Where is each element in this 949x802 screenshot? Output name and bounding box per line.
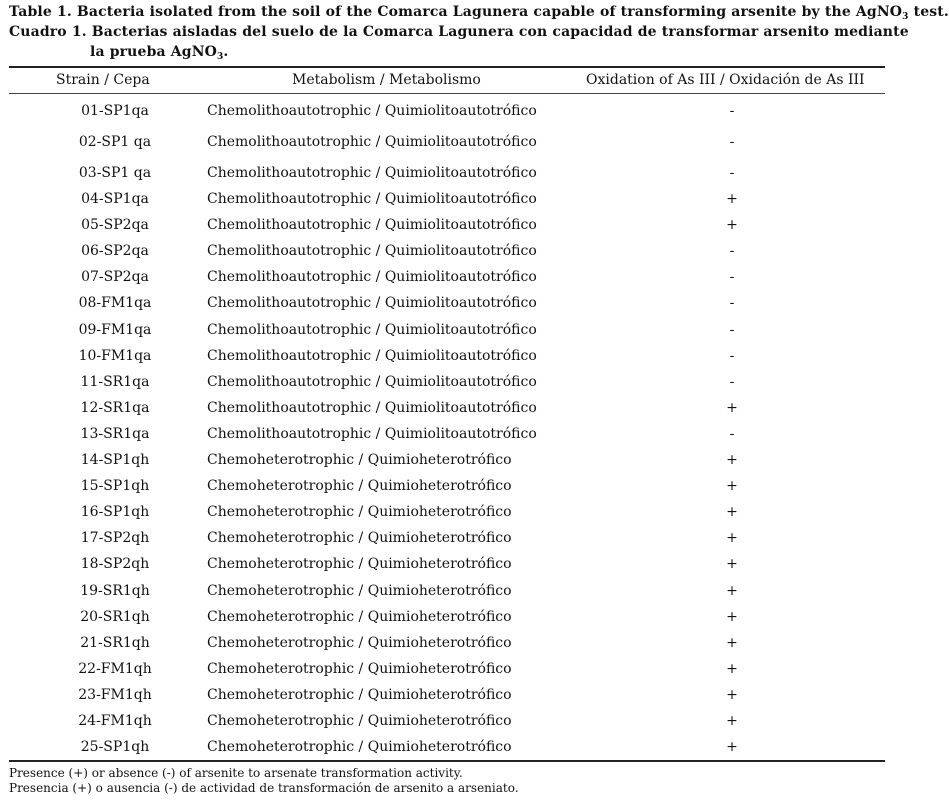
strain-cell: 22-FM1qh <box>78 660 152 677</box>
oxidation-cell: + <box>726 556 738 573</box>
metabolism-cell: Chemoheterotrophic / Quimioheterotrófico <box>207 556 512 573</box>
oxidation-cell: + <box>726 399 738 416</box>
metabolism-cell: Chemolithoautotrophic / Quimiolitoautotrófico <box>207 425 537 442</box>
strain-cell: 15-SP1qh <box>80 478 150 495</box>
strain-cell: 13-SR1qa <box>80 425 150 442</box>
metabolism-cell: Chemolithoautotrophic / Quimiolitoautotrófico <box>207 373 537 390</box>
table-row <box>0 604 896 630</box>
metabolism-cell: Chemolithoautotrophic / Quimiolitoautotrófico <box>207 217 537 234</box>
oxidation-cell: + <box>726 504 738 521</box>
metabolism-cell: Chemolithoautotrophic / Quimiolitoautotrófico <box>207 103 537 119</box>
oxidation-cell: - <box>729 295 735 312</box>
oxidation-cell: - <box>729 373 735 390</box>
caption-english-subscript: 3 <box>902 12 909 22</box>
caption-english-end: test. <box>908 4 949 20</box>
oxidation-cell: - <box>729 165 735 181</box>
metabolism-cell: Chemoheterotrophic / Quimioheterotrófico <box>207 660 512 677</box>
strain-cell: 05-SP2qa <box>81 217 149 234</box>
strain-cell: 20-SR1qh <box>80 608 150 625</box>
strain-cell: 17-SP2qh <box>80 530 150 547</box>
oxidation-cell: + <box>726 530 738 547</box>
oxidation-cell: + <box>726 660 738 677</box>
table-row <box>0 682 896 708</box>
caption-spanish-end: . <box>223 44 229 60</box>
metabolism-cell: Chemolithoautotrophic / Quimiolitoautotrófico <box>207 191 537 207</box>
metabolism-cell: Chemolithoautotrophic / Quimiolitoautotrófico <box>207 321 537 338</box>
strain-cell: 01-SP1qa <box>81 103 149 119</box>
table-row <box>0 186 896 212</box>
table-bottom-rule <box>9 760 885 762</box>
table-row <box>0 499 896 525</box>
table-row <box>0 369 896 395</box>
footnote-spanish: Presencia (+) o ausencia (-) de actividad de transformación de arsenito a arseniato. <box>9 781 519 795</box>
strain-cell: 06-SP2qa <box>81 243 149 260</box>
oxidation-cell: + <box>726 582 738 599</box>
metabolism-cell: Chemoheterotrophic / Quimioheterotrófico <box>207 713 512 729</box>
metabolism-cell: Chemolithoautotrophic / Quimiolitoautotrófico <box>207 399 537 416</box>
oxidation-cell: - <box>729 347 735 364</box>
metabolism-cell: Chemolithoautotrophic / Quimiolitoautotrófico <box>207 134 537 150</box>
footnote-english: Presence (+) or absence (-) of arsenite to arsenate transformation activity. <box>9 766 463 780</box>
table-row <box>0 421 896 447</box>
header-rule <box>9 93 885 94</box>
table-row <box>0 212 896 238</box>
caption-english <box>9 2 949 22</box>
strain-cell: 09-FM1qa <box>78 321 152 338</box>
table-row <box>0 343 896 369</box>
metabolism-cell: Chemolithoautotrophic / Quimiolitoautotrófico <box>207 347 537 364</box>
table-row <box>0 129 896 155</box>
strain-cell: 04-SP1qa <box>81 191 149 207</box>
metabolism-cell: Chemolithoautotrophic / Quimiolitoautotrófico <box>207 165 537 181</box>
table-caption <box>9 2 949 62</box>
table-row <box>0 630 896 656</box>
metabolism-cell: Chemolithoautotrophic / Quimiolitoautotrófico <box>207 243 537 260</box>
table-row <box>0 525 896 551</box>
strain-cell: 24-FM1qh <box>78 713 152 729</box>
metabolism-cell: Chemolithoautotrophic / Quimiolitoautotrófico <box>207 269 537 286</box>
strain-cell: 08-FM1qa <box>78 295 152 312</box>
caption-english-text: Table 1. Bacteria isolated from the soil of the Comarca Lagunera capable of transforming arsenite by the AgNO <box>9 4 903 20</box>
table-row <box>0 264 896 290</box>
caption-spanish: Cuadro 1. Bacterias aisladas del suelo de la Comarca Lagunera con capacidad de transformar arsenito mediante <box>9 24 909 40</box>
caption-spanish-continued <box>9 42 889 62</box>
header-metabolism: Metabolism / Metabolismo <box>292 72 481 88</box>
strain-cell: 10-FM1qa <box>78 347 152 364</box>
oxidation-cell: + <box>726 608 738 625</box>
oxidation-cell: - <box>729 134 735 150</box>
table-row <box>0 656 896 682</box>
strain-cell: 23-FM1qh <box>78 686 152 703</box>
metabolism-cell: Chemoheterotrophic / Quimioheterotrófico <box>207 739 512 756</box>
oxidation-cell: + <box>726 634 738 651</box>
strain-cell: 18-SP2qh <box>80 556 150 573</box>
table-row <box>0 98 896 124</box>
strain-cell: 16-SP1qh <box>80 504 150 521</box>
strain-cell: 12-SR1qa <box>80 399 150 416</box>
oxidation-cell: + <box>726 191 738 207</box>
metabolism-cell: Chemoheterotrophic / Quimioheterotrófico <box>207 452 512 468</box>
oxidation-cell: + <box>726 452 738 468</box>
oxidation-cell: + <box>726 713 738 729</box>
table-row <box>0 395 896 421</box>
strain-cell: 25-SP1qh <box>80 739 150 756</box>
oxidation-cell: + <box>726 686 738 703</box>
table-row <box>0 551 896 577</box>
strain-cell: 02-SP1 qa <box>78 134 152 150</box>
metabolism-cell: Chemoheterotrophic / Quimioheterotrófico <box>207 582 512 599</box>
table-row <box>0 317 896 343</box>
oxidation-cell: - <box>729 425 735 442</box>
table-row <box>0 708 896 734</box>
oxidation-cell: - <box>729 243 735 260</box>
strain-cell: 07-SP2qa <box>81 269 149 286</box>
oxidation-cell: + <box>726 739 738 756</box>
strain-cell: 11-SR1qa <box>80 373 150 390</box>
table-row <box>0 160 896 186</box>
metabolism-cell: Chemolithoautotrophic / Quimiolitoautotrófico <box>207 295 537 312</box>
metabolism-cell: Chemoheterotrophic / Quimioheterotrófico <box>207 686 512 703</box>
metabolism-cell: Chemoheterotrophic / Quimioheterotrófico <box>207 530 512 547</box>
metabolism-cell: Chemoheterotrophic / Quimioheterotrófico <box>207 504 512 521</box>
oxidation-cell: - <box>729 103 735 119</box>
table-row <box>0 578 896 604</box>
header-strain: Strain / Cepa <box>56 72 150 88</box>
metabolism-cell: Chemoheterotrophic / Quimioheterotrófico <box>207 634 512 651</box>
strain-cell: 03-SP1 qa <box>78 165 152 181</box>
oxidation-cell: + <box>726 217 738 234</box>
oxidation-cell: + <box>726 478 738 495</box>
metabolism-cell: Chemoheterotrophic / Quimioheterotrófico <box>207 608 512 625</box>
table-row <box>0 290 896 316</box>
table-row <box>0 734 896 760</box>
table-row <box>0 473 896 499</box>
table-top-rule <box>9 66 885 68</box>
oxidation-cell: - <box>729 321 735 338</box>
metabolism-cell: Chemoheterotrophic / Quimioheterotrófico <box>207 478 512 495</box>
caption-spanish-subscript: 3 <box>217 52 224 62</box>
table-row <box>0 238 896 264</box>
oxidation-cell: - <box>729 269 735 286</box>
strain-cell: 19-SR1qh <box>80 582 150 599</box>
caption-spanish-cont-text: la prueba AgNO <box>90 44 217 60</box>
header-oxidation: Oxidation of As III / Oxidación de As III <box>586 72 865 88</box>
strain-cell: 21-SR1qh <box>80 634 150 651</box>
strain-cell: 14-SP1qh <box>80 452 150 468</box>
table-row <box>0 447 896 473</box>
